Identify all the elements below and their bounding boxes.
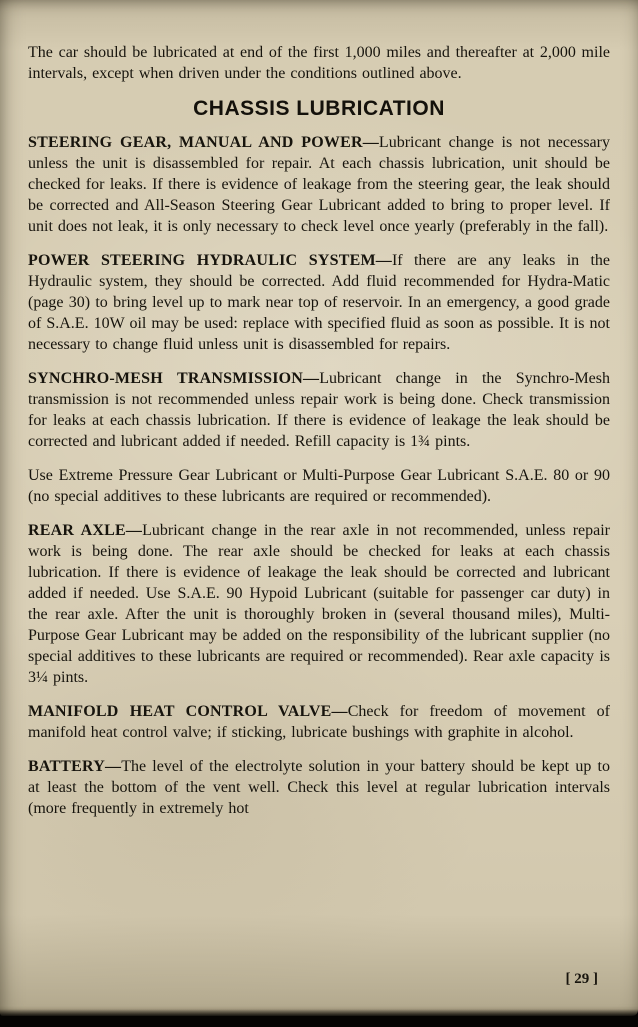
section-body: Lubricant change is not necessary unless the unit is disassembled for repair. At each chassis lubrication, unit should be checked for leaks. If there is evidence of leakage from the steering gear, the leak should be corrected and All-Season Steering Gear Lubricant added to bring to proper level. If unit does not leak, it is only necessary to check level once yearly (preferably in the fall). — [28, 134, 610, 235]
section-paragraph — [28, 250, 610, 355]
section-lead: REAR AXLE— — [28, 522, 143, 539]
section-lead: MANIFOLD HEAT CONTROL VALVE— — [28, 703, 348, 720]
intro-paragraph — [28, 42, 610, 84]
section-lead: SYNCHRO-MESH TRANSMISSION— — [28, 370, 320, 387]
section-lead: STEERING GEAR, MANUAL AND POWER— — [28, 134, 379, 151]
chapter-heading: CHASSIS LUBRICATION — [193, 97, 445, 120]
section-body: Check for freedom of movement of manifold heat control valve; if sticking, lubricate bushings with graphite in alcohol. — [28, 703, 611, 741]
section-body: Lubricant change in the rear axle in not recommended, unless repair work is being done. The rear axle should be checked for leaks at each chassis lubrication. If there is evidence of leakage the leak should be corrected and lubricant added if needed. Use S.A.E. 90 Hypoid Lubricant (suitable for passenger car duty) in the rear axle. After the unit is thoroughly broken in (several thousand miles), Multi-Purpose Gear Lubricant may be added on the responsibility of the lubricant supplier (no special additives to these lubricants are required or recommended). Rear axle capacity is 3¼ pints. — [28, 522, 611, 686]
page-number: [ 29 ] — [565, 971, 598, 987]
section-body: Use Extreme Pressure Gear Lubricant or Multi-Purpose Gear Lubricant S.A.E. 80 or 90 (no special additives to these lubricants are required or recommended). — [28, 467, 610, 505]
section-body: Lubricant change in the Synchro-Mesh transmission is not recommended unless repair work is being done. Check transmission for leaks at each chassis lubrication. If there is evidence of leakage the leak should be corrected and lubricant added if needed. Refill capacity is 1¾ pints. — [28, 370, 610, 450]
intro-text: The car should be lubricated at end of the first 1,000 miles and thereafter at 2,000 mile intervals, except when driven under the conditions outlined above. — [28, 44, 610, 82]
page-content — [28, 42, 610, 832]
section-lead: BATTERY— — [28, 758, 122, 775]
section-paragraph — [28, 465, 610, 507]
section-paragraph — [28, 132, 610, 237]
scan-bottom-edge — [0, 1009, 638, 1027]
section-body: If there are any leaks in the Hydraulic system, they should be corrected. Add fluid recommended for Hydra-Matic (page 30) to bring level up to mark near top of reservoir. In an emergency, a good grade of S.A.E. 10W oil may be used: replace with specified fluid as soon as possible. It is not necessary to change fluid unless unit is disassembled for repairs. — [28, 252, 610, 353]
section-paragraph — [28, 756, 610, 819]
section-body: The level of the electrolyte solution in your battery should be kept up to at least the bottom of the vent well. Check this level at regular lubrication intervals (more frequently in extremely hot — [28, 758, 610, 817]
section-paragraph — [28, 701, 610, 743]
section-paragraph — [28, 520, 610, 688]
section-lead: POWER STEERING HYDRAULIC SYSTEM— — [28, 252, 392, 269]
section-paragraph — [28, 368, 610, 452]
